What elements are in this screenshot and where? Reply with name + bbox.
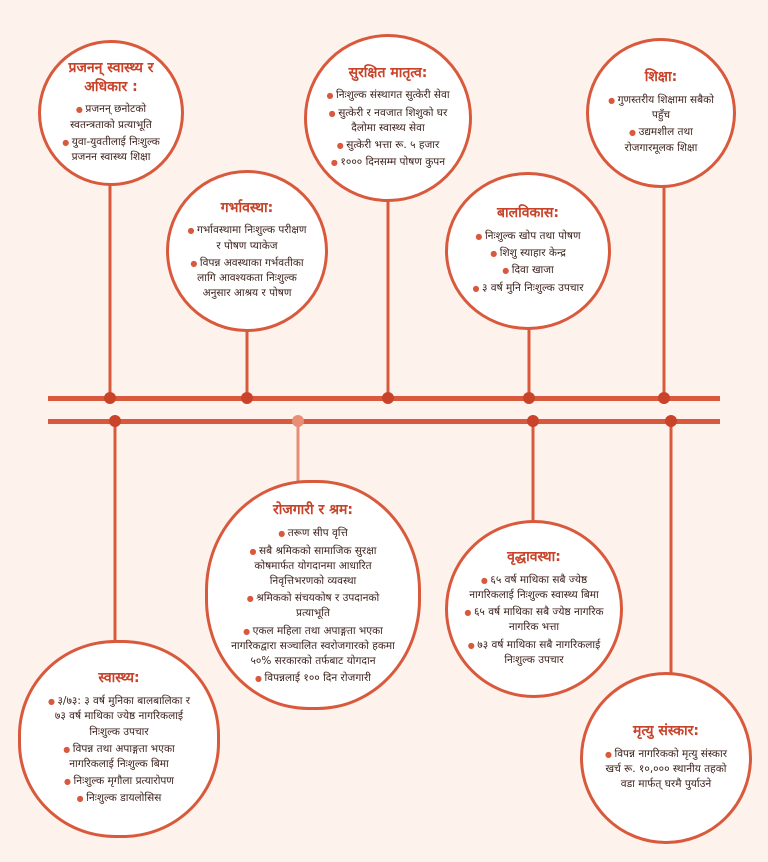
node-item: ● उद्यमशील तथा रोजगारमूलक शिक्षा (605, 125, 717, 155)
node-title: गर्भावस्था: (220, 199, 274, 216)
node-child-development (445, 172, 611, 330)
node-employment-labour (205, 480, 421, 710)
node-items (605, 93, 717, 158)
node-items (472, 229, 583, 298)
node-item: ● ६५ वर्ष माथिका सबै ज्येष्ठ नागरिक नागरिक भत्ता (464, 605, 604, 635)
timeline-dot-child (523, 392, 535, 404)
node-item: ● विपन्न अवस्थाका गर्भवतीका लागि आवश्यकता निःशुल्क अनुसार आश्रय र पोषण (185, 256, 309, 302)
node-item: ● युवा-युवतीलाई निःशुल्क प्रजनन स्वास्थ्य शिक्षा (57, 135, 165, 165)
node-item: ● विपन्नलाई १०० दिन रोजगारी (230, 671, 396, 686)
node-item: ● श्रमिकको संचयकोष र उपदानको प्रत्याभूति (230, 591, 396, 621)
timeline-dot-employment (292, 415, 304, 427)
node-item: ● तरूण सीप वृत्ति (230, 526, 396, 541)
node-health (18, 640, 220, 838)
timeline-dot-elderly (527, 415, 539, 427)
node-title: रोजगारी र श्रम: (273, 502, 353, 519)
node-item: ● सबै श्रमिकको सामाजिक सुरक्षा कोषमार्फत योगदानमा आधारित निवृत्तिभरणको व्यवस्था (230, 544, 396, 590)
node-title: शिक्षा: (644, 69, 678, 86)
node-item: ● ७३ वर्ष माथिका सबै नागरिकलाई निःशुल्क उपचार (464, 638, 604, 668)
timeline-dot-pregnancy (241, 392, 253, 404)
node-item: ● ३/७३: ३ वर्ष मुनिका बालबालिका र ७३ वर्ष माथिका ज्येष्ठ नागरिकलाई निःशुल्क उपचार (41, 694, 197, 740)
timeline-dot-health (109, 415, 121, 427)
timeline-dot-funeral (665, 415, 677, 427)
node-item: ● प्रजनन् छनोटको स्वतन्त्रताको प्रत्याभूति (57, 102, 165, 132)
node-item: ● निःशुल्क डायलोसिस (41, 791, 197, 806)
node-title: बालविकास: (497, 205, 559, 222)
node-item: ● विपन्न तथा अपाङ्गता भएका नागरिकलाई निःशुल्क बिमा (41, 742, 197, 772)
node-items (323, 88, 453, 172)
node-item: ● निःशुल्क खोप तथा पोषण (472, 229, 583, 244)
node-pregnancy (166, 170, 328, 332)
node-item: ● एकल महिला तथा अपाङ्गता भएका नागरिकद्वारा सञ्चालित स्वरोजगारको हकमा ५०% सरकारको तर्फबाट योगदान (230, 624, 396, 670)
node-old-age (445, 520, 623, 698)
node-items (57, 102, 165, 167)
node-item: ● गुणस्तरीय शिक्षामा सबैको पहुँच (605, 93, 717, 123)
node-safe-motherhood (304, 34, 472, 202)
node-items (41, 694, 197, 809)
node-title: सुरक्षित मातृत्व: (348, 64, 428, 81)
node-education (586, 38, 736, 188)
node-title: वृद्धावस्था: (507, 548, 561, 565)
node-funeral-rites (580, 672, 752, 844)
node-title: प्रजनन् स्वास्थ्य र अधिकार : (68, 59, 154, 95)
node-item: ● १००० दिनसम्म पोषण कुपन (323, 155, 453, 170)
timeline-dot-reproductive (104, 392, 116, 404)
node-item: ● सुत्केरी भत्ता रू. ५ हजार (323, 138, 453, 153)
node-items (230, 526, 396, 688)
node-item: ● विपन्न नागरिकको मृत्यु संस्कार खर्च रू. १०,००० स्थानीय तहको वडा मार्फत् घरमै पुर्याउने (599, 747, 733, 793)
node-item: ● निःशुल्क मृगौला प्रत्यारोपण (41, 774, 197, 789)
node-item: ● ६५ वर्ष माथिका सबै ज्येष्ठ नागरिकलाई निःशुल्क स्वास्थ्य बिमा (464, 573, 604, 603)
timeline-bottom-bar (48, 419, 720, 424)
node-items (185, 223, 309, 303)
node-title: मृत्यु संस्कार: (632, 722, 700, 739)
node-items (464, 573, 604, 670)
node-item: ● शिशु स्याहार केन्द्र (472, 246, 583, 261)
node-item: ● निःशुल्क संस्थागत सुत्केरी सेवा (323, 88, 453, 103)
node-items (599, 747, 733, 795)
node-item: ● सुत्केरी र नवजात शिशुको घर दैलोमा स्वास्थ्य सेवा (323, 106, 453, 136)
node-title: स्वास्थ्य: (98, 670, 140, 687)
node-item: ● गर्भावस्थामा निःशुल्क परीक्षण र पोषण प्याकेज (185, 223, 309, 253)
timeline-dot-education (658, 392, 670, 404)
node-item: ● दिवा खाजा (472, 263, 583, 278)
node-item: ● ३ वर्ष मुनि निःशुल्क उपचार (472, 281, 583, 296)
node-reproductive-health (38, 40, 184, 186)
timeline-dot-motherhood (382, 392, 394, 404)
